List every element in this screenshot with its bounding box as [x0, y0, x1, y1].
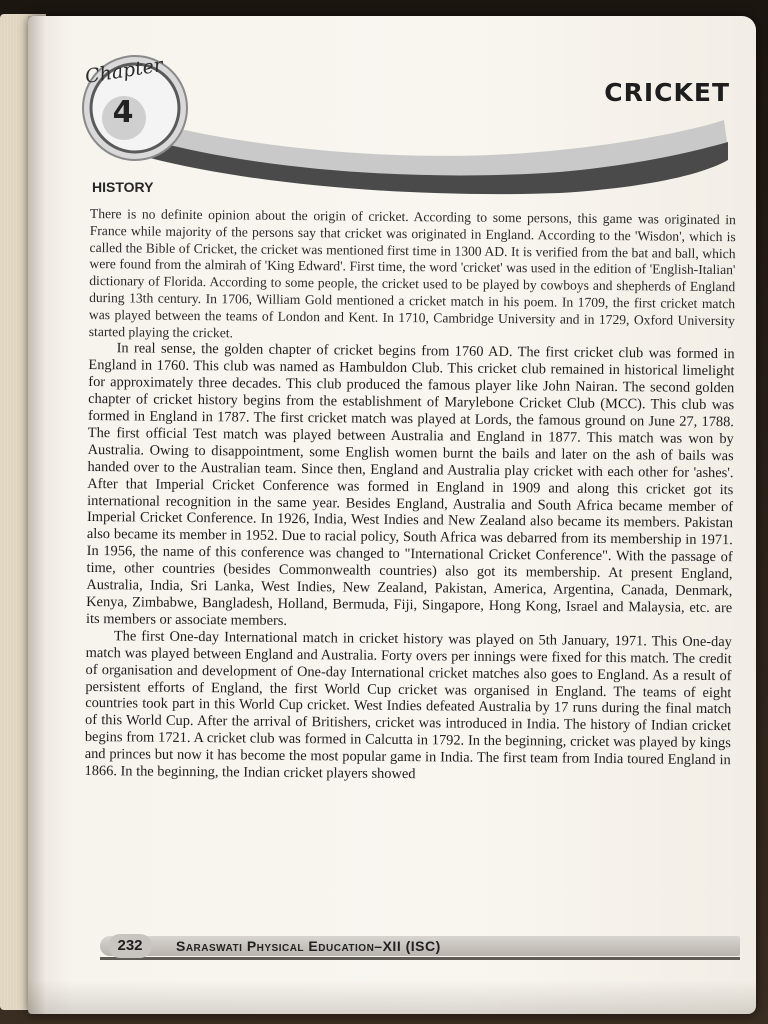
paragraph-3: The first One-day International match in cricket history was played on 5th January, 1971. This One-day match was played between England and Australia. Forty overs per innings were fixed for this match. The credit of organisation and development of One-day International cricket matches also goes to England. As a result of persistent efforts of England, the first World Cup cricket was organised in England. The teams of eight countries took part in this World Cup cricket. West Indies defeated Australia by 17 runs during the final match of this World Cup. After the arrival of Britishers, cricket was introduced in India. The history of Indian cricket begins from 1721. A cricket club was formed in Calcutta in 1792. In the beginning, cricket was played by kings and princes but now it has become the most popular game in India. The first team from India toured England in 1866. In the beginning, the Indian cricket players showed [84, 628, 732, 783]
footer-rule [100, 957, 740, 960]
chapter-label: Chapter [83, 54, 165, 88]
page-number: 232 [108, 934, 152, 958]
paragraph-2: In real sense, the golden chapter of cricket begins from 1760 AD. The first cricket club was formed in England in 1760. This club was named as Hambuldon Club. This cricket club remained in historical limelight for approximately three decades. This club produced the famous player like John Nairan. The second golden chapter of cricket history begins from the establishment of Marylebone Cricket Club (MCC). This club was formed in England in 1787. The first cricket match was played at Lords, the famous ground on June 27, 1788. The first official Test match was played between Australia and England in 1877. This match was won by Australia. Owing to disappointment, some English women burnt the bails and later on the ash of bails was handed over to the Australian team. Since then, England and Australia play cricket with each other for 'ashes'. After that Imperial Cricket Conference was formed in England in 1909 and along this cricket got its international recognition in the same year. Besides England, Australia and South Africa became member of Imperial Cricket Conference. In 1926, India, West Indies and New Zealand also became its members. Pakistan also became its member in 1952. Due to racial policy, South Africa was debarred from its membership in 1971. In 1956, the name of this conference was changed to "International Cricket Conference". With the passage of time, other countries (besides Commonwealth countries) also got its membership. At present England, Australia, India, Sri Lanka, West Indies, New Zealand, Pakistan, America, Argentina, Canada, Denmark, Kenya, Zimbabwe, Bangladesh, Holland, Bermuda, Fiji, Singapore, Hong Kong, Israel and Malaysia, etc. are its members or associate members. [85, 340, 735, 629]
footer-book-title: Saraswati Physical Education–XII (ISC) [176, 938, 441, 954]
paragraph-1: There is no definite opinion about the origin of cricket. According to some persons, this game was originated in France while majority of the persons say that cricket was originated in England. According to the 'Wisdon', which is called the Bible of Cricket, the cricket was mentioned first time in 1300 AD. It is verified from the bat and ball, which were found from the almirah of 'King Edward'. First time, the word 'cricket' was used in the edition of 'English-Italian' dictionary of Florida. According to some people, the cricket used to be played by cowboys and shepherds of England during 13th century. In 1706, William Gold mentioned a cricket match in his poem. In 1709, the first cricket match was played between the teams of London and Kent. In 1710, Cambridge University and in 1729, Oxford University started playing the cricket. [88, 206, 736, 340]
chapter-title: CRICKET [604, 78, 730, 107]
section-heading: HISTORY [92, 179, 154, 195]
chapter-number: 4 [112, 95, 134, 130]
page-bottom-shadow [28, 980, 756, 1020]
body-text [84, 206, 735, 786]
